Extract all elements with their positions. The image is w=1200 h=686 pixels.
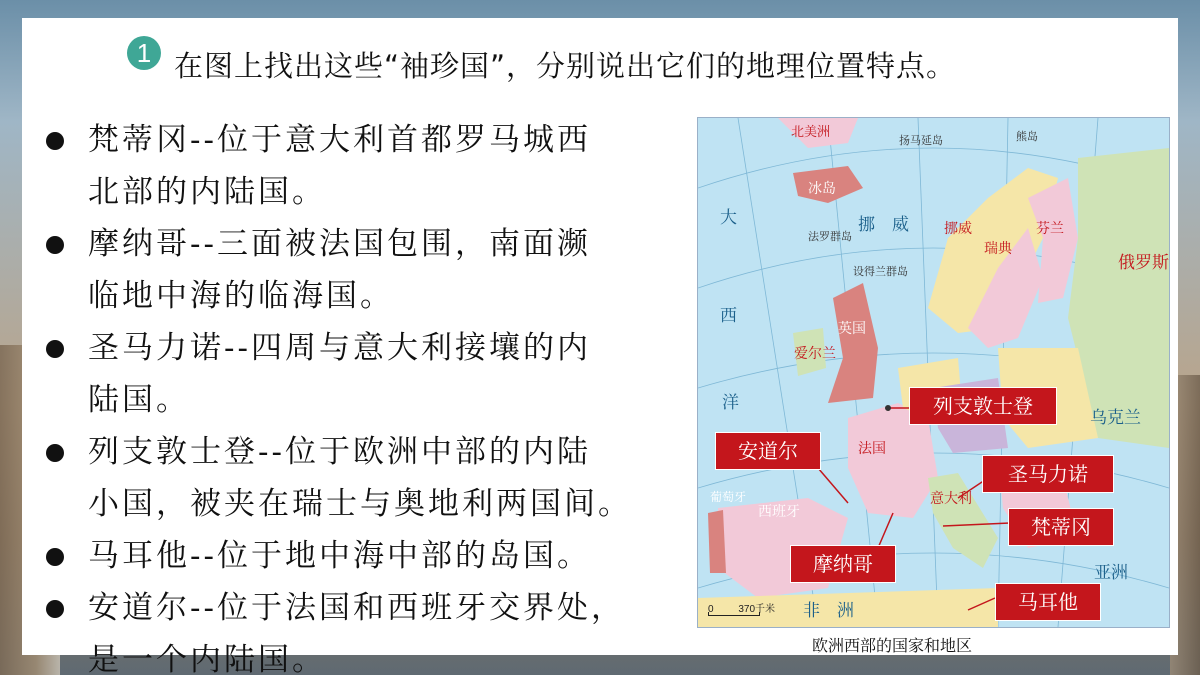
callout-andorra: 安道尔 [715, 432, 821, 470]
callout-liechtenstein: 列支敦士登 [909, 387, 1057, 425]
map-label-asia: 亚洲 [1094, 563, 1128, 583]
step-number-badge: 1 [127, 36, 161, 70]
bullet-line: 小国，被夹在瑞士与奥地利两国间。 [88, 486, 632, 522]
slide-heading: 在图上找出这些“袖珍国”，分别说出它们的地理位置特点。 [174, 49, 957, 83]
bullet-line: 是一个内陆国。 [88, 642, 326, 678]
map-label-shetland: 设得兰群岛 [853, 265, 908, 278]
scale-zero: 0 [708, 604, 714, 615]
callout-vatican: 梵蒂冈 [1008, 508, 1114, 546]
bullet-line: 安道尔--位于法国和西班牙交界处， [88, 590, 625, 626]
map-label-atlantic-1: 大 [720, 208, 737, 228]
map-label-iceland: 冰岛 [808, 181, 836, 197]
callout-malta: 马耳他 [995, 583, 1101, 621]
scale-label: 370千米 [738, 604, 776, 615]
bullet-item [40, 426, 690, 530]
bullet-line: 北部的内陆国。 [88, 174, 326, 210]
map-label-africa: 非 洲 [803, 601, 854, 621]
bullet-dot-icon [46, 444, 64, 462]
map-label-ukraine: 乌克兰 [1090, 408, 1141, 428]
map-label-spain: 西班牙 [758, 504, 800, 520]
callout-monaco: 摩纳哥 [790, 545, 896, 583]
map-label-north-america: 北美洲 [791, 125, 831, 140]
map-caption: 欧洲西部的国家和地区 [812, 636, 973, 655]
map-label-norway: 挪威 [944, 221, 972, 237]
map-label-norway-sea: 挪 威 [858, 215, 909, 235]
bullet-line: 列支敦士登--位于欧洲中部的内陆 [88, 434, 591, 470]
bullet-item [40, 582, 690, 686]
bullet-dot-icon [46, 132, 64, 150]
europe-map [697, 117, 1170, 628]
bullet-dot-icon [46, 340, 64, 358]
map-graphic [698, 118, 1169, 627]
bullet-item [40, 530, 690, 582]
bullet-line: 临地中海的临海国。 [88, 278, 394, 314]
bullet-item [40, 322, 690, 426]
map-label-portugal: 葡萄牙 [710, 490, 747, 504]
map-label-bear-island: 熊岛 [1016, 130, 1038, 143]
map-label-russia: 俄罗斯 [1118, 253, 1169, 273]
bullet-line: 陆国。 [88, 382, 190, 418]
map-label-uk: 英国 [838, 321, 866, 337]
map-scale [708, 600, 775, 615]
map-label-sweden: 瑞典 [984, 241, 1012, 257]
bullet-line: 梵蒂冈--位于意大利首都罗马城西 [88, 122, 591, 158]
liechtenstein-marker-icon [885, 405, 891, 411]
map-label-faroe: 法罗群岛 [808, 230, 852, 243]
portugal-shape [708, 510, 726, 573]
bullet-line: 圣马力诺--四周与意大利接壤的内 [88, 330, 591, 366]
bullet-item [40, 218, 690, 322]
map-label-france: 法国 [858, 441, 886, 457]
map-label-ireland: 爱尔兰 [794, 346, 836, 362]
bullet-line: 马耳他--位于地中海中部的岛国。 [88, 538, 591, 574]
bullet-dot-icon [46, 236, 64, 254]
bullet-dot-icon [46, 548, 64, 566]
bullet-dot-icon [46, 600, 64, 618]
map-label-atlantic-2: 西 [720, 306, 737, 326]
map-label-jan-mayen: 扬马延岛 [899, 134, 943, 147]
bullet-item [40, 114, 690, 218]
bullet-line: 摩纳哥--三面被法国包围，南面濒 [88, 226, 591, 262]
scale-bar [708, 612, 760, 616]
map-label-atlantic-3: 洋 [722, 393, 739, 413]
map-label-finland: 芬兰 [1036, 221, 1064, 237]
callout-san-marino: 圣马力诺 [982, 455, 1114, 493]
map-label-italy: 意大利 [930, 491, 972, 507]
bullet-list [40, 114, 690, 686]
